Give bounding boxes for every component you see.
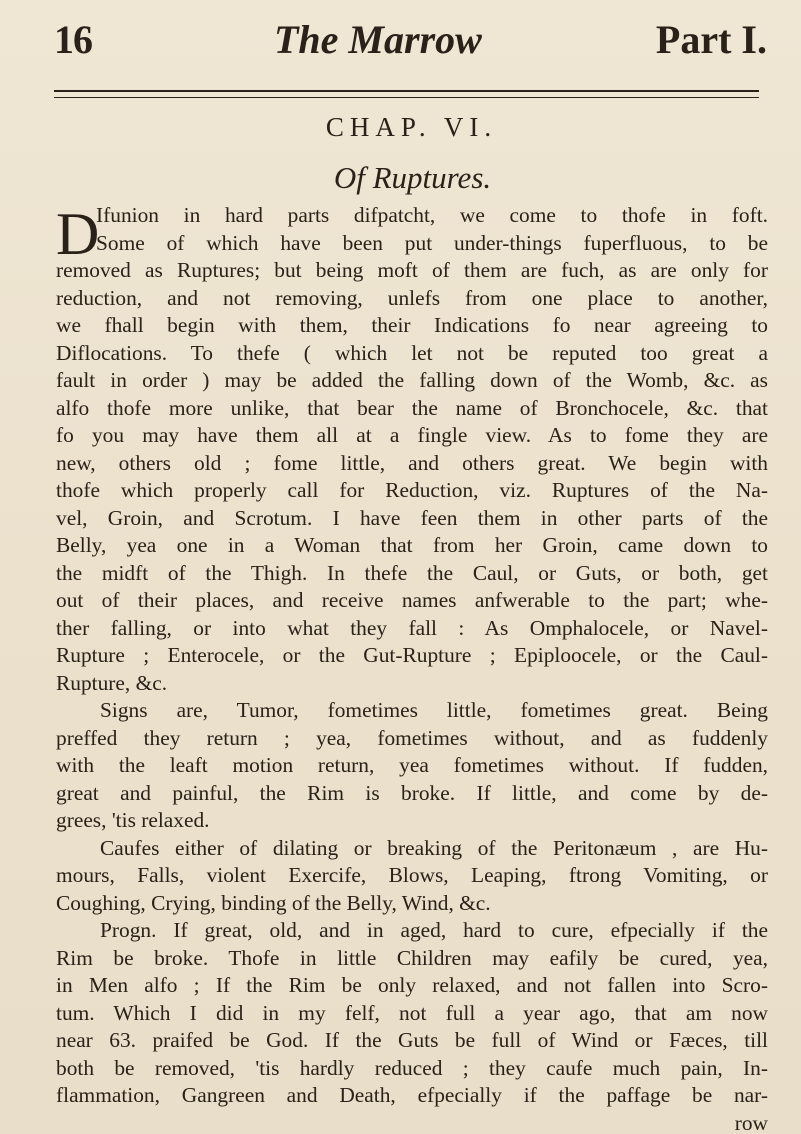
text-line: grees, 'tis relaxed. bbox=[56, 808, 210, 832]
text-line: Signs are, Tumor, fometimes little, fometimes great. Being bbox=[100, 698, 768, 722]
text-line: tum. Which I did in my felf, not full a year ago, that am now bbox=[56, 1000, 768, 1025]
body-text bbox=[56, 202, 768, 1134]
text-line: Diflocations. To thefe ( which let not be reputed too great a bbox=[56, 340, 768, 365]
text-line: with the leaft motion return, yea fometimes without. If fudden, bbox=[56, 753, 768, 777]
text-line: Rim be broke. Thofe in little Children may eafily be cured, yea, bbox=[56, 945, 768, 970]
text-line: Coughing, Crying, binding of the Belly, Wind, &c. bbox=[56, 890, 491, 915]
running-head bbox=[54, 10, 767, 70]
text-line: in Men alfo ; If the Rim be only relaxed, and not fallen into Scro- bbox=[56, 973, 768, 997]
text-line: vel, Groin, and Scrotum. I have feen them in other parts of the bbox=[56, 505, 768, 530]
text-line: both be removed, 'tis hardly reduced ; they caufe much pain, In- bbox=[56, 1055, 768, 1080]
text-line: ther falling, or into what they fall : As Omphalocele, or Navel- bbox=[56, 615, 768, 640]
page-number: 16 bbox=[54, 17, 92, 62]
text-line: Ifunion in hard parts difpatcht, we come to thofe in foft. bbox=[96, 203, 768, 227]
header-rule bbox=[54, 90, 759, 98]
part-label: Part I. bbox=[655, 17, 767, 62]
drop-cap: D bbox=[56, 201, 100, 267]
text-line: the midft of the Thigh. In thefe the Caul, or Guts, or both, get bbox=[56, 560, 768, 585]
text-line: we fhall begin with them, their Indications fo near agreeing to bbox=[56, 313, 768, 337]
text-line: flammation, Gangreen and Death, efpecially if the paffage be nar- bbox=[56, 1083, 768, 1107]
running-title: The Marrow bbox=[274, 17, 482, 62]
text-line: new, others old ; fome little, and others great. We begin with bbox=[56, 450, 768, 475]
text-line: Progn. If great, old, and in aged, hard to cure, efpecially if the bbox=[100, 918, 768, 942]
chapter-heading: CHAP. VI. bbox=[325, 112, 498, 142]
text-line: great and painful, the Rim is broke. If little, and come by de- bbox=[56, 780, 768, 805]
catchword: row bbox=[734, 1110, 768, 1134]
text-line: fault in order ) may be added the falling down of the Womb, &c. as bbox=[56, 368, 768, 392]
text-line: Belly, yea one in a Woman that from her Groin, came down to bbox=[56, 533, 768, 557]
text-line: reduction, and not removing, unlefs from one place to another, bbox=[56, 285, 768, 310]
text-line: mours, Falls, violent Exercife, Blows, Leaping, ftrong Vomiting, or bbox=[56, 863, 768, 887]
chapter-subtitle: Of Ruptures. bbox=[333, 160, 492, 195]
text-line: near 63. praifed be God. If the Guts be full of Wind or Fæces, till bbox=[56, 1028, 768, 1052]
text-line: thofe which properly call for Reduction, viz. Ruptures of the Na- bbox=[56, 478, 768, 502]
text-line: removed as Ruptures; but being moft of them are fuch, as are only for bbox=[56, 258, 768, 282]
text-line: alfo thofe more unlike, that bear the name of Bronchocele, &c. that bbox=[56, 395, 768, 420]
text-line: preffed they return ; yea, fometimes without, and as fuddenly bbox=[56, 725, 768, 750]
text-line: Caufes either of dilating or breaking of the Peritonæum , are Hu- bbox=[100, 835, 768, 860]
text-line: Rupture ; Enterocele, or the Gut-Rupture ; Epiploocele, or the Caul- bbox=[56, 643, 768, 667]
text-line: out of their places, and receive names anfwerable to the part; whe- bbox=[56, 588, 768, 612]
text-line: Some of which have been put under-things fuperfluous, to be bbox=[96, 230, 768, 255]
text-line: Rupture, &c. bbox=[56, 670, 168, 695]
text-line: fo you may have them all at a fingle view. As to fome they are bbox=[56, 423, 768, 447]
